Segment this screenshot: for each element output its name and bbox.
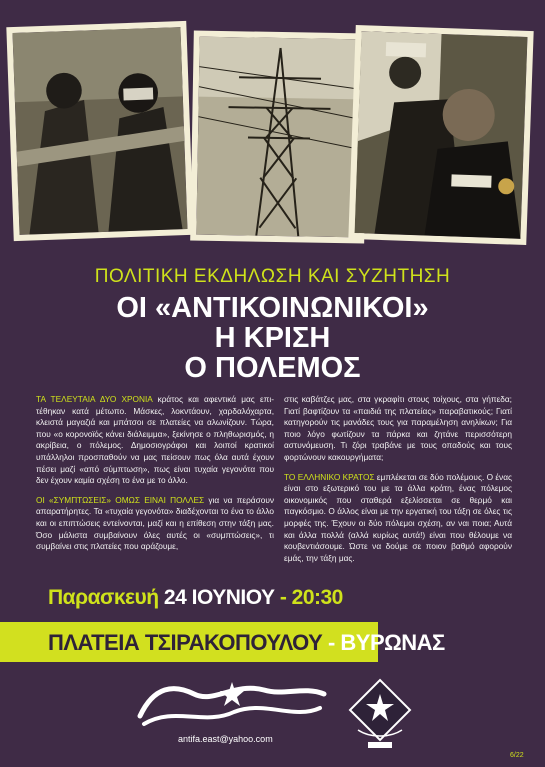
- paragraph-3-body: στις καβάτζες μας, στα γκραφίτι στους τοίχους, στα γήπεδα; Γιατί βαφτίζουν τα «παιδιά της πλατείας» παραβατικούς; Γιατί κατηγορούν τις μανάδες τους για παραμέληση ανηλίκων; Για ποιο λόγο φωτίζουν τα πάρκα και ζητάνε περισσότερη αστυνόμευση. Τι ζόρι τραβάνε με τους οπαδούς και τους φορτώνουν κακουργήματα;: [284, 394, 512, 462]
- event-place: ΠΛΑΤΕΙΑ ΤΣΙΡΑΚΟΠΟΥΛΟΥ: [48, 630, 323, 655]
- title-line-2: Η ΚΡΙΣΗ: [214, 322, 331, 354]
- event-location: [48, 630, 445, 656]
- paragraph-2-highlight: ΟΙ «ΣΥΜΠΤΩΣΕΙΣ» ΟΜΩΣ ΕΙΝΑΙ ΠΟΛΛΕΣ: [36, 494, 205, 505]
- event-day: Παρασκευή: [48, 586, 159, 609]
- event-separator: -: [322, 630, 341, 655]
- poster-code: 6/22: [510, 752, 524, 759]
- power-pylon-photo: [190, 30, 368, 243]
- paragraph-4-body: εμπλέκεται σε δύο πολέμους. Ο ένας είναι στο εξωτερικό του με τα άλλα κράτη, ένας πόλεμος οικονομικός που σταθερά εξελίσσεται σε θερμό και παγκόσμιο. Ο άλλος είναι με την εργατική του τάξη σε όλες τις μορφές της. Έχουν οι δύο πόλεμοι σχέση, αν ναι ποια; Αυτά και άλλα πολλά (αλλά κυρίως αυτά!) είναι που θέλουμε να κουβεντιάσουμε. Ώστε να δούμε σε ποιον βαθμό αφορούν εμάς, την τάξη μας.: [284, 471, 512, 563]
- text-column-left: [36, 394, 274, 561]
- antifa-east-logo: [134, 676, 330, 734]
- contact-email[interactable]: antifa.east@yahoo.com: [178, 734, 273, 744]
- title-line-3: Ο ΠΟΛΕΜΟΣ: [184, 352, 361, 384]
- event-dash: -: [279, 586, 287, 609]
- text-column-right: [284, 394, 512, 572]
- paragraph-2-body: για να περάσουν απαρατήρητες. Τα «τυχαία γεγονότα» διαδέχονται το ένα το άλλο και οι επιπτώσεις εντείνονται, μαζί και η επίθεση στην τάξη μας. Όσο μάλιστα συμβαίνουν όλες αυτές οι «συμπτώσεις», τι συμβαίνει στις πλατείες που αράζουμε,: [36, 494, 275, 552]
- paragraph-2: [36, 495, 274, 553]
- event-subtitle: ΠΟΛΙΤΙΚΗ ΕΚΔΗΛΩΣΗ ΚΑΙ ΣΥΖΗΤΗΣΗ: [94, 266, 451, 287]
- paragraph-1-body: κράτος και αφεντικά μας επι-τέθηκαν κατά μέτωπο. Μάσκες, λοκντάουν, χαρδαλόχαρτα, κλειστά μαγαζιά και μπάτσοι σε πλατείες να αλωνίζουν. Τώρα, που «ο κορονοϊός κάνει διάλειμμα», ξεκίνησε ο πληθωρισμός, η ακρίβεια, ο πόλεμος. Δημοσιογράφοι και λοιποί κρατικοί υπάλληλοι προσπαθούν να μας πείσουν πως όλα αυτά έχουν πέσει μαζί «από σύμπτωση», πως είναι τυχαία γεγονότα που δεν έχουν καμία σχέση το ένα με το άλλο.: [36, 394, 274, 486]
- event-date-value: 24 ΙΟΥΝΙΟΥ: [163, 586, 275, 609]
- athens-antifa-logo: [348, 678, 412, 752]
- paragraph-4-highlight: ΤΟ ΕΛΛΗΝΙΚΟ ΚΡΑΤΟΣ: [284, 471, 375, 482]
- event-time: 20:30: [291, 586, 343, 609]
- officials-photo: [348, 25, 533, 245]
- paragraph-1: [36, 394, 274, 487]
- protesters-photo: [6, 21, 193, 241]
- paragraph-3: [284, 394, 512, 464]
- event-date: [48, 586, 343, 610]
- paragraph-4: [284, 472, 512, 565]
- paragraph-1-highlight: ΤΑ ΤΕΛΕΥΤΑΙΑ ΔΥΟ ΧΡΟΝΙΑ: [36, 394, 153, 404]
- title-line-1: ΟΙ «ΑΝΤΙΚΟΙΝΩΝΙΚΟΙ»: [116, 292, 429, 324]
- event-town: ΒΥΡΩΝΑΣ: [340, 630, 445, 655]
